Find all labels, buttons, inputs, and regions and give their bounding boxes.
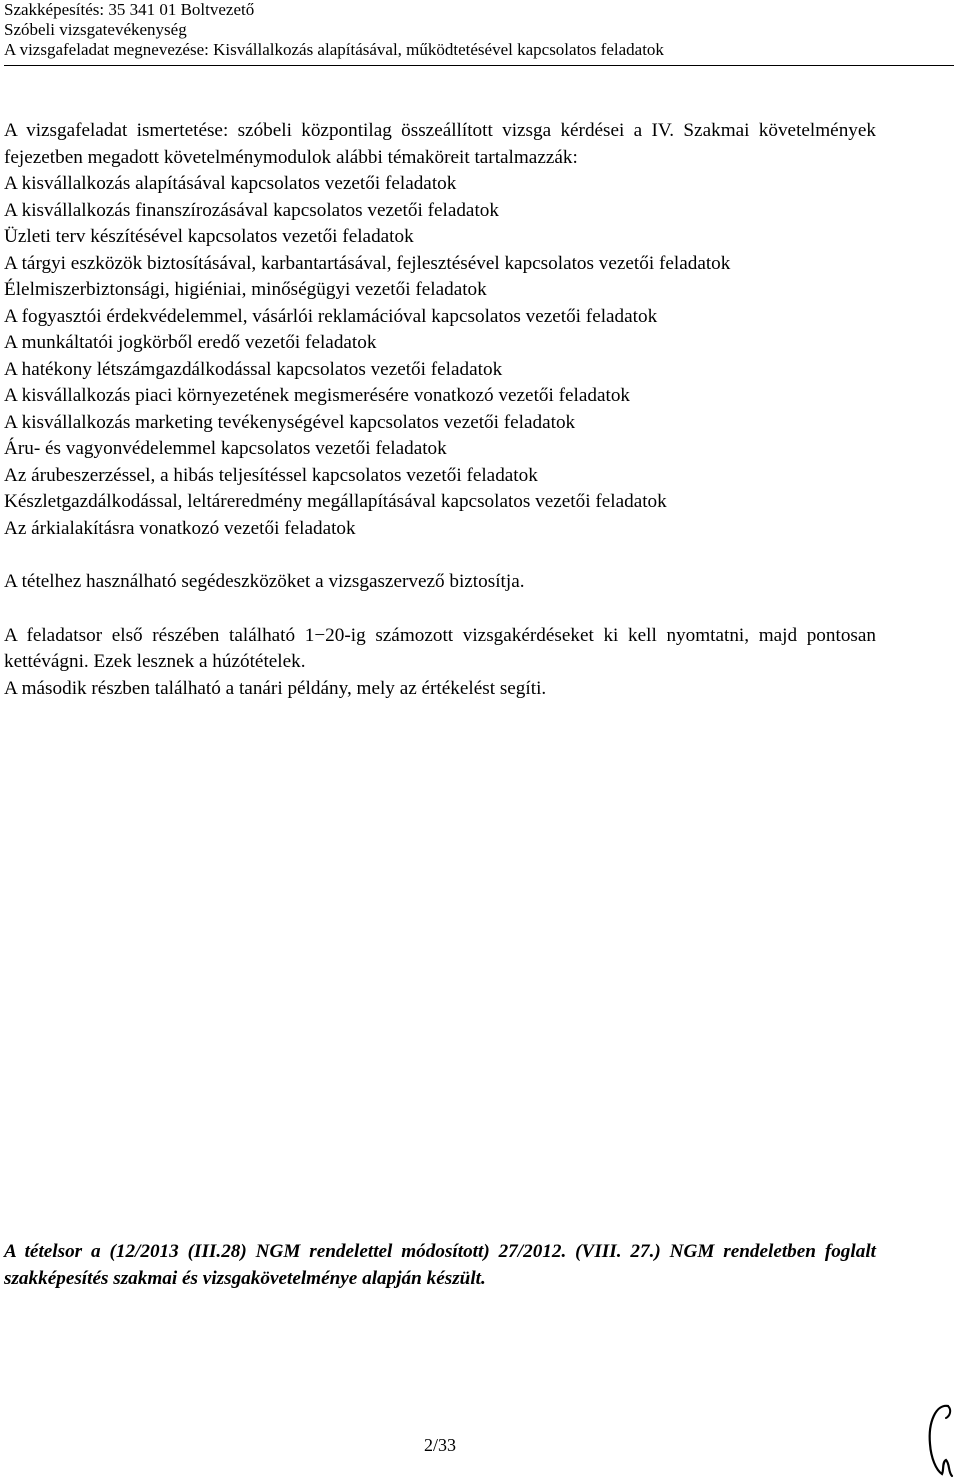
- header-exam-type: Szóbeli vizsgatevékenység: [4, 20, 187, 39]
- header-divider: [4, 65, 954, 66]
- topic-item: Az árkialakításra vonatkozó vezetői feladatok: [4, 517, 356, 539]
- legal-basis-note: A tételsor a (12/2013 (III.28) NGM rendelettel módosított) 27/2012. (VIII. 27.) NGM rendeletben foglalt szakképesítés szakmai és vizsgakövetelménye alapján készült.: [4, 1241, 876, 1289]
- topic-item: A fogyasztói érdekvédelemmel, vásárlói reklamációval kapcsolatos vezetői feladatok: [4, 305, 658, 327]
- topic-item: A kisvállalkozás marketing tevékenységével kapcsolatos vezetői feladatok: [4, 411, 576, 433]
- topic-item: A hatékony létszámgazdálkodással kapcsolatos vezetői feladatok: [4, 358, 503, 380]
- instructions-paragraph-2: A második részben található a tanári példány, mely az értékelést segíti.: [4, 677, 547, 699]
- topic-item: Üzleti terv készítésével kapcsolatos vezetői feladatok: [4, 226, 414, 247]
- topic-item: Készletgazdálkodással, leltáreredmény megállapításával kapcsolatos vezetői feladatok: [4, 491, 667, 512]
- topic-item: A kisvállalkozás finanszírozásával kapcsolatos vezetői feladatok: [4, 199, 499, 221]
- header-qualification: Szakképesítés: 35 341 01 Boltvezető: [4, 0, 255, 19]
- page-header: [4, 0, 954, 66]
- header-task-name: A vizsgafeladat megnevezése: Kisvállalkozás alapításával, működtetésével kapcsolatos feladatok: [4, 40, 664, 59]
- topic-item: Élelmiszerbiztonsági, higiéniai, minőségügyi vezetői feladatok: [4, 279, 487, 300]
- topic-list: [4, 171, 876, 542]
- topic-item: Az árubeszerzéssel, a hibás teljesítéssel kapcsolatos vezetői feladatok: [4, 464, 538, 486]
- topic-item: A kisvállalkozás piaci környezetének megismerésére vonatkozó vezetői feladatok: [4, 385, 631, 406]
- aids-paragraph: A tételhez használható segédeszközöket a vizsgaszervező biztosítja.: [4, 571, 525, 592]
- topic-item: Áru- és vagyonvédelemmel kapcsolatos vezetői feladatok: [4, 438, 447, 459]
- signature-mark-icon: [918, 1400, 960, 1480]
- topic-item: A kisvállalkozás alapításával kapcsolatos vezetői feladatok: [4, 173, 457, 194]
- topic-item: A munkáltatói jogkörből eredő vezetői feladatok: [4, 332, 377, 353]
- document-body: [4, 118, 876, 702]
- page-number: 2/33: [423, 1435, 456, 1455]
- instructions-paragraph: A feladatsor első részében található 1−20-ig számozott vizsgakérdéseket ki kell nyomtatni, majd pontosan kettévágni. Ezek lesznek a húzótételek.: [4, 624, 876, 672]
- topic-item: A tárgyi eszközök biztosításával, karbantartásával, fejlesztésével kapcsolatos vezetői feladatok: [4, 252, 731, 274]
- intro-paragraph: A vizsgafeladat ismertetése: szóbeli központilag összeállított vizsga kérdései a IV. Szakmai követelmények fejezetben megadott követelménymodulok alábbi témaköreit tartalmazzák:: [4, 120, 876, 168]
